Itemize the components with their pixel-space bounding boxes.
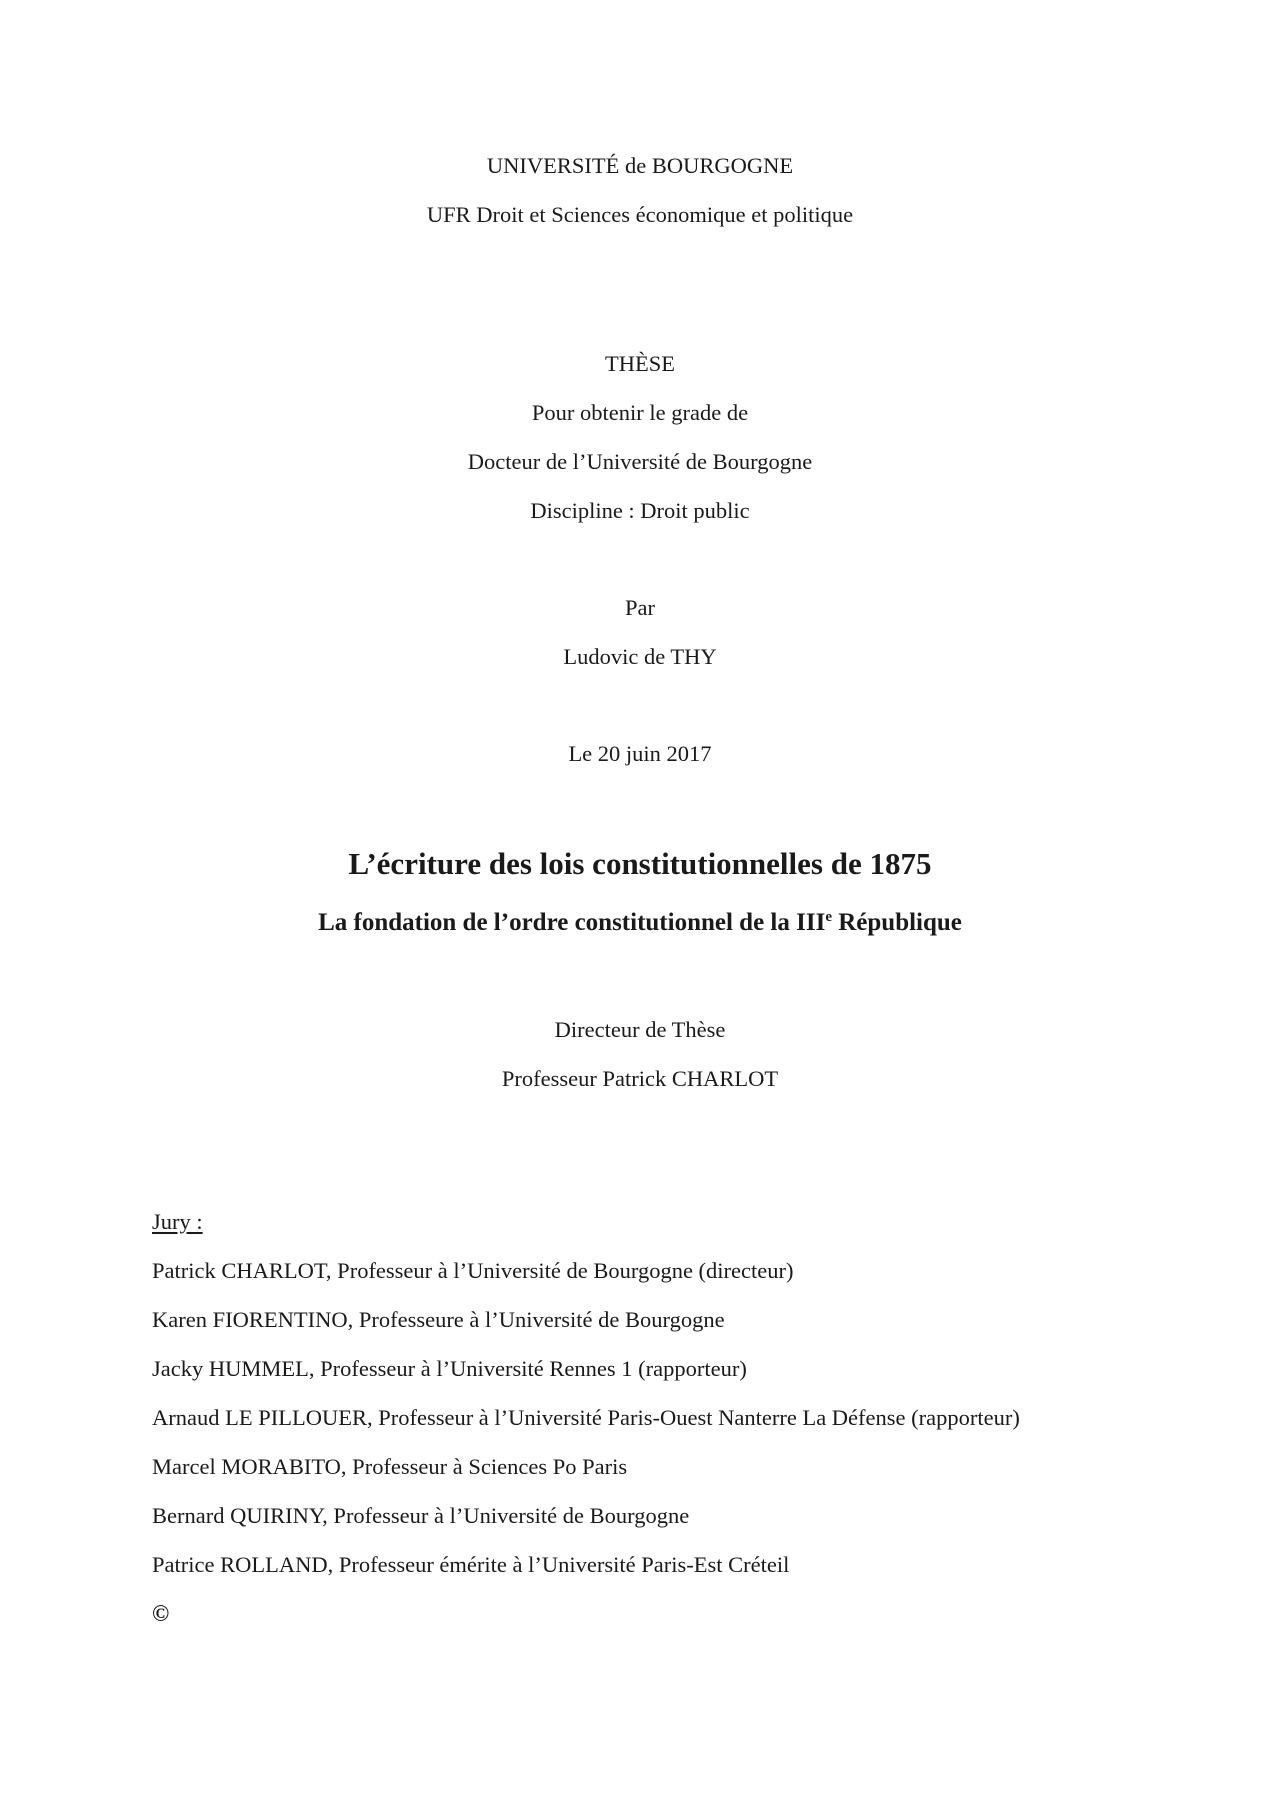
thesis-title: L’écriture des lois constitutionnelles de 1875 bbox=[348, 846, 932, 881]
jury-member: Karen FIORENTINO, Professeure à l’Université de Bourgogne bbox=[152, 1307, 725, 1332]
author-name: Ludovic de THY bbox=[563, 644, 717, 669]
by-label: Par bbox=[625, 595, 655, 620]
jury-list bbox=[152, 1257, 1252, 1600]
jury-member: Jacky HUMMEL, Professeur à l’Université Rennes 1 (rapporteur) bbox=[152, 1356, 747, 1381]
jury-member: Marcel MORABITO, Professeur à Sciences Po Paris bbox=[152, 1454, 628, 1479]
thesis-subtitle bbox=[0, 907, 1280, 939]
degree-name: Docteur de l’Université de Bourgogne bbox=[467, 449, 813, 474]
director-label: Directeur de Thèse bbox=[554, 1017, 726, 1042]
jury-member: Arnaud LE PILLOUER, Professeur à l’Université Paris-Ouest Nanterre La Défense (rapporteur) bbox=[152, 1405, 1020, 1430]
jury-member: Patrick CHARLOT, Professeur à l’Université de Bourgogne (directeur) bbox=[152, 1258, 794, 1283]
director-name: Professeur Patrick CHARLOT bbox=[501, 1066, 779, 1091]
subtitle-prefix: La fondation de l’ordre constitutionnel de la III bbox=[318, 909, 826, 936]
jury-heading: Jury : bbox=[152, 1209, 203, 1234]
discipline: Discipline : Droit public bbox=[530, 498, 750, 523]
university-name: UNIVERSITÉ de BOURGOGNE bbox=[486, 153, 794, 178]
jury-member: Patrice ROLLAND, Professeur émérite à l’Université Paris-Est Créteil bbox=[152, 1552, 790, 1577]
degree-purpose: Pour obtenir le grade de bbox=[531, 400, 749, 425]
subtitle-suffix: République bbox=[831, 909, 962, 936]
thesis-label: THÈSE bbox=[605, 351, 675, 376]
jury-member: Bernard QUIRINY, Professeur à l’Université de Bourgogne bbox=[152, 1503, 690, 1528]
copyright-symbol: © bbox=[152, 1601, 170, 1626]
defense-date: Le 20 juin 2017 bbox=[568, 741, 712, 766]
subtitle-superscript: e bbox=[825, 909, 832, 925]
jury-section bbox=[152, 1208, 1252, 1628]
faculty-name: UFR Droit et Sciences économique et politique bbox=[426, 202, 854, 227]
